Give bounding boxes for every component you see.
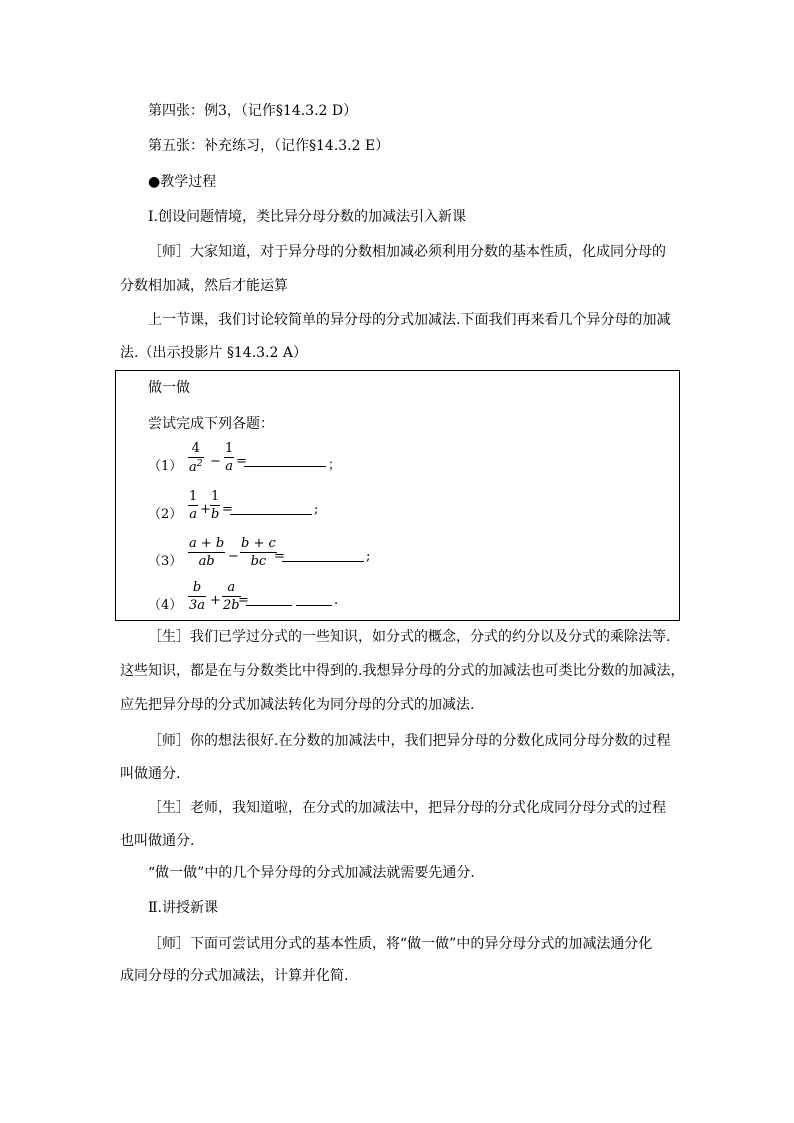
paragraph-line: 也叫做通分.: [120, 833, 195, 849]
section-heading-teaching-process: ●教学过程: [148, 174, 217, 190]
fraction: b + c bc: [241, 536, 276, 569]
fraction: 1 b: [211, 489, 220, 522]
answer-blank[interactable]: [244, 454, 326, 467]
exercise-label: （1）: [148, 459, 183, 474]
paragraph-line: 应先把异分母的分式加减法转化为同分母的分式的加减法.: [120, 697, 475, 713]
paragraph-line: ［师］下面可尝试用分式的基本性质，将“做一做”中的异分母分式的加减法通分化: [148, 936, 653, 952]
paragraph-line: 法.（出示投影片 §14.3.2 A）: [120, 345, 307, 361]
fraction: a + b ab: [189, 536, 225, 569]
paragraph-line: ［生］老师，我知道啦，在分式的加减法中，把异分母的分式化成同分母分式的过程: [148, 800, 666, 816]
section-heading-2: Ⅱ.讲授新课: [148, 900, 218, 916]
answer-blank[interactable]: [246, 593, 292, 606]
answer-blank[interactable]: [296, 593, 332, 606]
fraction: 4 $a^2$: [189, 441, 203, 475]
fraction: 1 a: [225, 441, 234, 474]
paragraph-line: 上一节课，我们讨论较简单的异分母的分式加减法.下面我们再来看几个异分母的加减: [148, 312, 671, 328]
paragraph-line: “做一做”中的几个异分母的分式加减法就需要先通分.: [148, 865, 475, 881]
box-title: 做一做: [148, 380, 190, 396]
paragraph-line: 这些知识，都是在与分数类比中得到的.我想异分母的分式的加减法也可类比分数的加减法，: [120, 663, 685, 679]
paragraph-line: ［师］你的想法很好.在分数的加减法中，我们把异分母的分数化成同分母分数的过程: [148, 733, 671, 749]
exercise-label: （2）: [148, 507, 183, 522]
fraction: 1 a: [189, 489, 198, 522]
answer-blank[interactable]: [282, 549, 364, 562]
fraction: b 3a: [189, 580, 206, 613]
answer-blank[interactable]: [230, 502, 312, 515]
fraction: a 2b: [223, 580, 240, 613]
paragraph-line: 叫做通分.: [120, 766, 181, 782]
slide-4-line: 第四张：例3，（记作§14.3.2 D）: [148, 103, 358, 119]
section-heading-1: Ⅰ.创设问题情境，类比异分母分数的加减法引入新课: [148, 209, 466, 225]
paragraph-line: ［师］大家知道，对于异分母的分数相加减必须利用分数的基本性质，化成同分母的: [148, 244, 666, 260]
paragraph-line: 分数相加减，然后才能运算: [120, 278, 288, 294]
slide-5-line: 第五张：补充练习，（记作§14.3.2 E）: [148, 138, 390, 154]
paragraph-line: ［生］我们已学过分式的一些知识，如分式的概念，分式的约分以及分式的乘除法等.: [148, 629, 671, 645]
paragraph-line: 成同分母的分式加减法，计算并化简.: [120, 968, 349, 984]
box-prompt: 尝试完成下列各题：: [148, 416, 274, 432]
document-page: 第四张：例3，（记作§14.3.2 D） 第五张：补充练习，（记作§14.3.2 E） ●教学过程 Ⅰ.创设问题情境，类比异分母分数的加减法引入新课 ［师］大家知道，对于异分母的分数相加减必须利用分数的基本性质，化成同分母的 分数相加减，然后才能运算 上一节课，我们讨论较简单的异分母的分式加减法.下面我们再来看几个异分母的加减 法.（出示投影片 §14.3.2 A） 做一做 尝试完成下列各题： （1） 4 $a^2$ − 1 a = ； （2） 1 a + 1 b = ; （3） a + b ab − b + c bc = ; （4） b 3a + a 2b = . ［生］我们已学过分式的一些知识，如分式的概念，分式的约分以及分式的乘除法等. 这些知识，都是在与分数类比中得到的.我想异分母的分式的加减法也可类比分数的加减法， 应先把异分母的分式加减法转化为同分母的分式的加减法. ［师］你的想法很好.在分数的加减法中，我们把异分母的分数化成同分母分数的过程 叫做通分. ［生］老师，我知道啦，在分式的加减法中，把异分母的分式化成同分母分式的过程 也叫做通分. “做一做”中的几个异分母的分式加减法就需要先通分. Ⅱ.讲授新课 ［师］下面可尝试用分式的基本性质，将“做一做”中的异分母分式的加减法通分化 成同分母的分式加减法，计算并化简.: [0, 0, 794, 1123]
exercise-label: （3）: [148, 554, 183, 569]
exercise-label: （4）: [148, 598, 183, 613]
